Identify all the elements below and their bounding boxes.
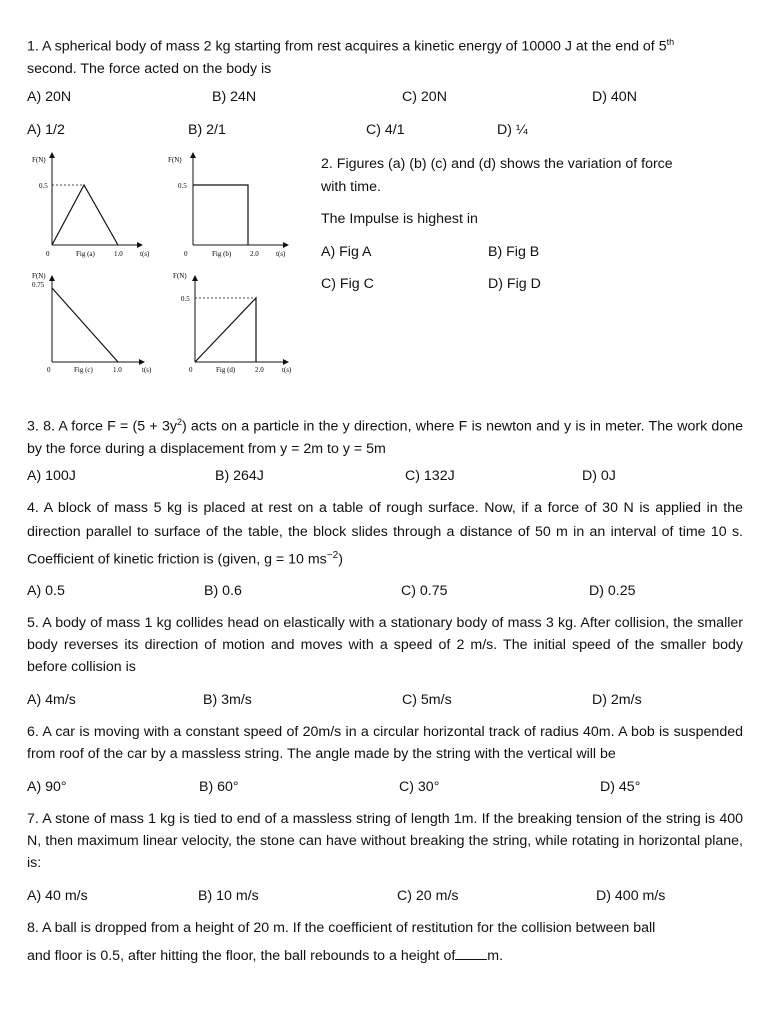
fig-b-origin: 0 (184, 250, 188, 258)
figure-d (173, 272, 292, 374)
question-8-line-2-text: and floor is 0.5, after hitting the floor, the ball rebounds to a height of (27, 948, 456, 964)
fig-d-curve (195, 298, 256, 362)
fig-d-caption: Fig (d) (216, 366, 236, 374)
figure-b (168, 155, 286, 258)
question-3-sup: 2 (176, 417, 182, 427)
fig-a-origin: 0 (46, 250, 50, 258)
question-6: 6. A car is moving with a constant speed of 20m/s in a circular horizontal track of radius 40m. A bob is suspended from roof of the car by a massless string. The angle made by the string with the vertical will be (27, 724, 743, 762)
fig-c-xlabel: t(s) (142, 366, 152, 374)
question-1-text-a: 1. A spherical body of mass 2 kg starting from rest acquires a kinetic energy of 10000 J at the end of 5 (27, 38, 667, 55)
fig-a-xlabel: t(s) (140, 250, 150, 258)
question-2-line-3: The Impulse is highest in (321, 211, 478, 227)
ratio-option-d[interactable]: D) ¼ (497, 122, 528, 138)
fig-a-caption: Fig (a) (76, 250, 95, 258)
q5-option-d[interactable]: D) 2m/s (592, 692, 642, 708)
fig-b-ylabel: F(N) (168, 156, 182, 164)
fig-d-origin: 0 (189, 366, 193, 374)
q5-option-c[interactable]: C) 5m/s (402, 692, 452, 708)
question-1 (27, 31, 743, 80)
q2-option-d[interactable]: D) Fig D (488, 276, 541, 292)
q5-option-b[interactable]: B) 3m/s (203, 692, 252, 708)
q5-option-a[interactable]: A) 4m/s (27, 692, 76, 708)
question-5: 5. A body of mass 1 kg collides head on elastically with a stationary body of mass 3 kg. After collision, the smaller body reverses its direction of motion and moves with a speed of 2 m/s. The initial speed of the smaller body before collision is (27, 615, 743, 675)
q7-option-c[interactable]: C) 20 m/s (397, 888, 459, 904)
fig-b-curve (193, 185, 248, 245)
figure-a (32, 155, 150, 258)
question-8-line-2-unit: m. (487, 948, 504, 964)
question-3-text-a: 3. 8. A force F = (5 + 3y (27, 418, 177, 435)
q3-option-a[interactable]: A) 100J (27, 468, 76, 484)
q3-option-c[interactable]: C) 132J (405, 468, 455, 484)
q4-option-c[interactable]: C) 0.75 (401, 583, 448, 599)
q3-option-d[interactable]: D) 0J (582, 468, 616, 484)
q3-option-b[interactable]: B) 264J (215, 468, 264, 484)
fig-c-caption: Fig (c) (74, 366, 93, 374)
q2-option-a[interactable]: A) Fig A (321, 244, 372, 260)
fig-c-ytick: 0.75 (32, 281, 45, 289)
question-1-sup: th (666, 37, 675, 47)
fig-c-xtick: 1.0 (113, 366, 122, 374)
answer-blank[interactable] (455, 945, 487, 960)
question-1-text-b: second. The force acted on the body is (27, 60, 272, 77)
q7-option-b[interactable]: B) 10 m/s (198, 888, 259, 904)
q7-option-a[interactable]: A) 40 m/s (27, 888, 88, 904)
q1-option-b[interactable]: B) 24N (212, 89, 257, 105)
q7-option-d[interactable]: D) 400 m/s (596, 888, 666, 904)
question-8-line-1: 8. A ball is dropped from a height of 20 m. If the coefficient of restitution for the collision between ball (27, 920, 656, 936)
fig-d-ylabel: F(N) (173, 272, 187, 280)
fig-b-xlabel: t(s) (276, 250, 286, 258)
question-3-text-b: ) acts on a particle in the y direction, where F is newton and y is in meter. The work done by the force during a displacement from y = 2m to y = 5m (27, 418, 743, 457)
ratio-option-c[interactable]: C) 4/1 (366, 122, 405, 138)
question-2-line-2: with time. (321, 179, 381, 195)
fig-a-xtick: 1.0 (114, 250, 123, 258)
fig-a-ylabel: F(N) (32, 156, 46, 164)
q4-option-b[interactable]: B) 0.6 (204, 583, 242, 599)
q6-option-d[interactable]: D) 45° (600, 779, 641, 795)
q2-option-c[interactable]: C) Fig C (321, 276, 374, 292)
q1-option-a[interactable]: A) 20N (27, 89, 72, 105)
question-4-sup: −2 (326, 550, 339, 561)
question-4-text-b: ) (338, 551, 343, 568)
q6-option-c[interactable]: C) 30° (399, 779, 440, 795)
figure-c (32, 272, 152, 374)
q1-option-c[interactable]: C) 20N (402, 89, 447, 105)
question-4-text-a: 4. A block of mass 5 kg is placed at rest on a table of rough surface. Now, if a force of 30 N is applied in the direction parallel to surface of the table, the block slides through a distance of 50 m in an interval of time 10 s. Coefficient of kinetic friction is (given, g = 10 ms (27, 500, 743, 568)
ratio-option-b[interactable]: B) 2/1 (188, 122, 226, 138)
ratio-option-a[interactable]: A) 1/2 (27, 122, 65, 138)
fig-d-xlabel: t(s) (282, 366, 292, 374)
q2-option-b[interactable]: B) Fig B (488, 244, 540, 260)
force-time-figures (28, 150, 308, 380)
question-8-line-2 (27, 945, 503, 967)
fig-b-caption: Fig (b) (212, 250, 232, 258)
fig-d-ytick: 0.5 (181, 295, 190, 303)
fig-c-ylabel: F(N) (32, 272, 46, 280)
q1-option-d[interactable]: D) 40N (592, 89, 637, 105)
q6-option-a[interactable]: A) 90° (27, 779, 67, 795)
fig-c-curve (52, 288, 118, 362)
q4-option-d[interactable]: D) 0.25 (589, 583, 636, 599)
fig-b-ytick: 0.5 (178, 182, 187, 190)
q4-option-a[interactable]: A) 0.5 (27, 583, 65, 599)
q6-option-b[interactable]: B) 60° (199, 779, 239, 795)
fig-a-ytick: 0.5 (39, 182, 48, 190)
question-7: 7. A stone of mass 1 kg is tied to end of a massless string of length 1m. If the breaking tension of the string is 400 N, then maximum linear velocity, the stone can have without breaking the string, while rotating in horizontal plane, is: (27, 811, 743, 871)
fig-d-xtick: 2.0 (255, 366, 264, 374)
question-4 (27, 497, 743, 572)
question-2-line-1: 2. Figures (a) (b) (c) and (d) shows the variation of force (321, 156, 673, 172)
question-3 (27, 411, 743, 460)
fig-c-origin: 0 (47, 366, 51, 374)
fig-b-xtick: 2.0 (250, 250, 259, 258)
fig-a-curve (52, 185, 118, 245)
